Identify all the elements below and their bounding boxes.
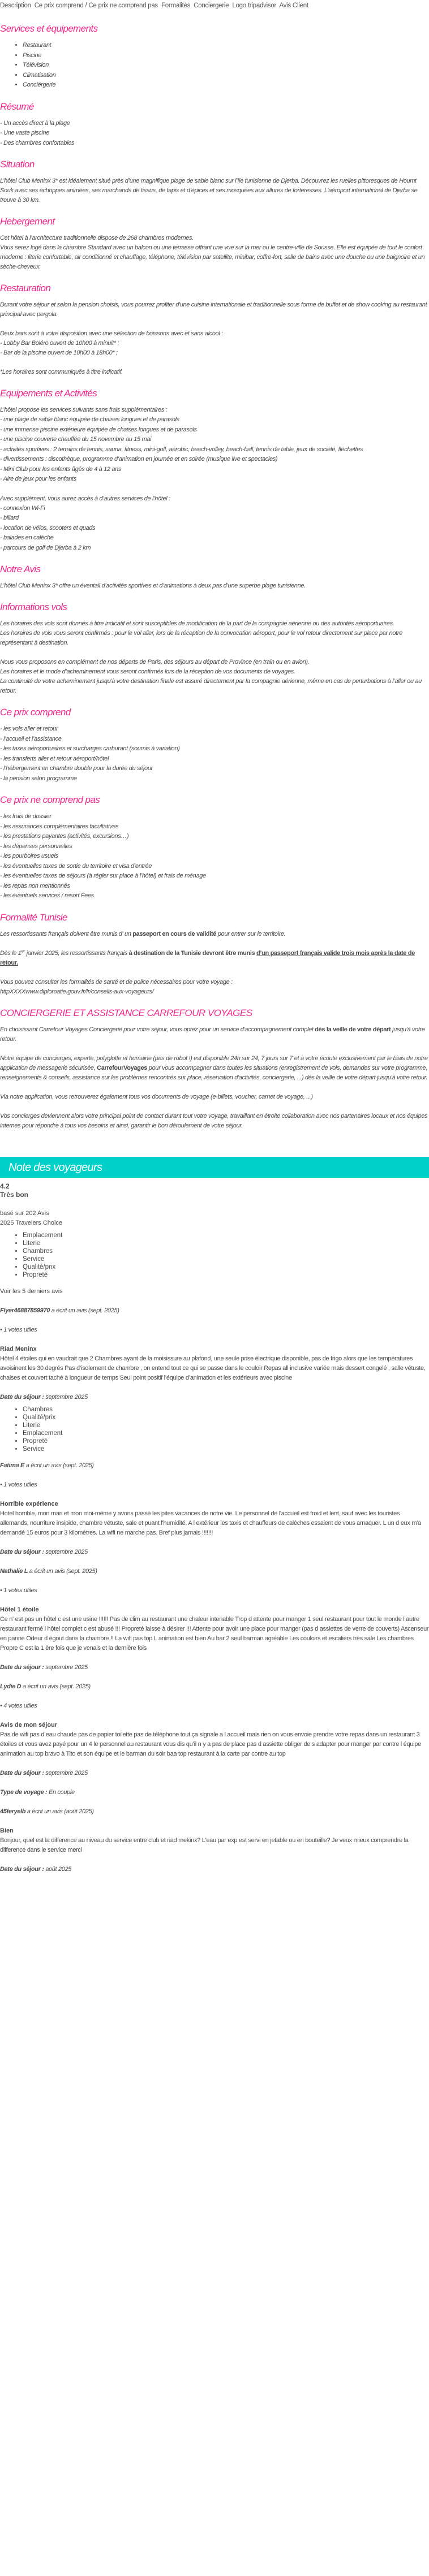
equipements-section <box>0 387 429 553</box>
review <box>0 1567 429 1672</box>
review <box>0 1306 429 1453</box>
formalite-title: Formalité Tunisie <box>0 911 67 923</box>
trip-type-label: Type de voyage : <box>0 1788 48 1796</box>
review <box>0 1807 429 1874</box>
resume-list <box>0 119 429 149</box>
stay-date-value: août 2025 <box>44 1865 72 1873</box>
formalite-section <box>0 911 429 997</box>
list-item: • Propreté <box>23 1437 429 1445</box>
review-author: 45feryelb <box>0 1808 26 1815</box>
nav-link-tripadvisor-logo[interactable]: Logo tripadvisor <box>232 2 277 9</box>
list-item: - Une vaste piscine <box>0 129 49 136</box>
list-item: • Piscine <box>23 51 429 61</box>
stay-date-value: septembre 2025 <box>44 1393 88 1401</box>
nav-link-avis-client[interactable]: Avis Client <box>279 2 308 9</box>
prix-ne-comprend-section <box>0 794 429 901</box>
review-body: Ce n' est pas un hôtel c est une usine !!!!!! Pas de clim au restaurant une chaleur intenable Trop d attente pour manger 1 seul restaurant pour tout le monde l autre restaurant fermé l hôtel complet c est abusé !!! Propreté laisse à désirer !!! Attente pour avoir une place pour manger (pas d assiettes de verre de couverts) Ascenseur en panne Odeur d égout dans la chambre !! La wifi pas top L animation est bien Au bar 2 seul barman agréable Les couloirs et escaliers très sale Les chambres Propre C est la 1 ère fois que je venais et la dernière fois <box>0 1615 429 1652</box>
list-item: - Un accès direct à la plage <box>0 119 70 127</box>
vols-text: La continuité de votre acheminement jusqu'à votre destination finale est assuré directement par la compagnie aérienne, même en cas de perturbations à l’aller ou au retour. <box>0 678 422 694</box>
text: Dès le 1 <box>0 949 22 957</box>
stay-date-value: septembre 2025 <box>44 1548 88 1555</box>
list-item: • Literie <box>23 1421 429 1429</box>
review-body: Hotel horrible, mon mari et mon moi-même y avons passé les pites vacances de notre vie. Le personnel de l'accueil est froid et lent, sauf avec les touristes allemands, nourriture insipide, chambre vétuste, sale et puant l'humidité. A l extérieur les taxis et chauffeurs de calèches essaient de vous arnaquer. L un d eux m'a demandé 15 euros pour 3 kilomètres. La wifi ne marche pas. Bref plus jamais !!!!!!! <box>0 1510 421 1536</box>
list-item: - Aire de jeux pour les enfants <box>0 476 76 482</box>
list-item: - les repas non mentionnés <box>0 882 70 889</box>
conciergerie-p1 <box>0 1025 429 1044</box>
superscript: er <box>21 948 25 953</box>
prix-comprend-list <box>0 724 429 784</box>
list-item: - Des chambres confortables <box>0 139 75 146</box>
free-services-intro: L’hôtel propose les services suivants sans frais supplémentaires : <box>0 407 168 413</box>
text: pour vous accompagner dans toutes les situations (enregistrement de vols, demandes sur votre programme, renseignements & conseils, assistance sur les problèmes rencontrés sur place, réservation d'activités, conciergerie, ...) dès la veille de votre départ jusqu'à votre retour. <box>0 1064 428 1081</box>
list-item: - connexion Wi-Fi <box>0 504 45 512</box>
review-date: a écrit un avis (août 2025) <box>25 1808 94 1815</box>
list-item: - les éventuelles taxes de séjours (à régler sur place à l’hôtel) et frais de ménage <box>0 872 206 879</box>
conciergerie-section <box>0 1007 429 1131</box>
situation-text: L’hôtel Club Meninx 3* est idéalement situé près d’une magnifique plage de sable blanc sur l’île tunisienne de Djerba. Découvrez les ruelles pittoresques de Houmt Souk avec ses échoppes animées, ses marchands de tissus, de tapis et d’épices et ses mosquées aux allures de forteresses. L’aéroport international de Djerba se trouve à 30 km. <box>0 178 418 204</box>
notre-avis-text: L’hôtel Club Meninx 3* offre un éventail d’activités sportives et d’animations à deux pas d’une superbe plage tunisienne. <box>0 582 306 589</box>
restauration-intro: Durant votre séjour et selon la pension choisis, vous pourrez profiter d'une cuisine internationale et traditionnelle sous forme de buffet et de show cooking au restaurant principal avec pergola. <box>0 301 427 318</box>
rating-criteria-list <box>0 1231 429 1279</box>
list-item: • Emplacement <box>23 1231 429 1239</box>
stay-date <box>0 1548 429 1557</box>
section-nav <box>0 0 429 12</box>
situation-section <box>0 158 429 205</box>
text: Notre équipe de concierges, experte, polyglotte et humaine (pas de robot !) est disponible 24h sur 24, 7 jours sur 7 et à votre écoute exclusivement par le biais de notre application de messagerie sécurisée, <box>0 1054 428 1071</box>
list-item: • Télévision <box>23 60 429 71</box>
list-item: • Restaurant <box>23 41 429 51</box>
see-last-reviews-link[interactable]: Voir les 5 derniers avis <box>0 1287 63 1295</box>
list-item: - activités sportives : 2 terrains de tennis, sauna, fitness, mini-golf, aérobic, beach-volley, beach-ball, tennis de table, jeux de société, fléchettes <box>0 446 363 453</box>
diplomatie-link[interactable]: httpXXXXwww.diplomatie.gouv.fr/fr/conseils-aux-voyageurs/ <box>0 988 154 995</box>
review-date: a écrit un avis (sept. 2025) <box>28 1567 97 1575</box>
list-item: • Qualité/prix <box>23 1414 429 1421</box>
list-item: • Qualité/prix <box>23 1263 429 1271</box>
vols-text: Les horaires de vols vous seront confirmés : pour le vol aller, lors de la réception de la convocation aéroport, pour le vol retour directement sur place par notre représentant à destination. <box>0 630 402 646</box>
prix-comprend-section <box>0 706 429 784</box>
list-item: • Climatisation <box>23 71 429 81</box>
list-item: - les transferts aller et retour aéroport/hôtel <box>0 755 109 762</box>
bars-intro: Deux bars sont à votre disposition avec une sélection de boissons avec et sans alcool : <box>0 330 223 337</box>
list-item: - Mini Club pour les enfants âgés de 4 à 12 ans <box>0 465 122 473</box>
review-body: Pas de wifi pas d eau chaude pas de papier toilette pas de téléphone tout ça signale a l accueil mais rien on vous envoie prendre votre repas dans un restaurant 3 étoiles et vous avez payé pour un 4 le personnel au restaurant vous dis qu’il n y a pas de place pas d assiette obliger de s adapter pour manger par contre l équipe animation au top bravo à Tito et son équipe et le barman du soir baa top restaurant à la carte par contre au top <box>0 1731 421 1757</box>
conciergerie-p2 <box>0 1054 429 1083</box>
vols-text: Nous vous proposons en complément de nos départs de Paris, des séjours au départ de Province (en train ou en avion). <box>0 659 310 665</box>
stay-date <box>0 1663 429 1672</box>
paid-services-list <box>0 504 429 554</box>
trip-type <box>0 1788 429 1797</box>
review-author: Nathalie L <box>0 1567 28 1575</box>
rating-label: Très bon <box>0 1190 29 1199</box>
review-author: Flyer46887859970 <box>0 1307 50 1314</box>
stay-date-label: Date du séjour : <box>0 1865 44 1873</box>
text: Les ressortissants français doivent être munis d' un <box>0 930 133 937</box>
review-date: a écrit un avis (sept. 2025) <box>24 1462 94 1469</box>
situation-title: Situation <box>0 159 35 170</box>
travelers-rating-header: Note des voyageurs <box>0 1157 429 1178</box>
text: En choisissant Carrefour Voyages Conciergerie pour votre séjour, vous optez pour un service d'accompagnement complet <box>0 1026 315 1033</box>
nav-link-description[interactable]: Description <box>0 2 31 9</box>
text: janvier 2025, les ressortissants français <box>24 949 129 957</box>
list-item: - les taxes aéroportuaires et surcharges carburant (soumis à variation) <box>0 745 180 752</box>
travelers-choice-award: 2025 Travelers Choice <box>0 1219 63 1226</box>
underlined-emphasis: d’un passeport français valide trois mois après la date de retour. <box>0 949 415 966</box>
bar-item: - Lobby Bar Boléro ouvert de 10h00 à minuit* ; <box>0 340 119 347</box>
restauration-title: Restauration <box>0 283 51 293</box>
list-item: • Service <box>23 1445 429 1453</box>
conciergerie-p3: Via notre application, vous retrouverez également tous vos documents de voyage (e-billets, voucher, carnet de voyage, ...) <box>0 1093 313 1100</box>
list-item: • Chambres <box>23 1406 429 1414</box>
hebergement-title: Hebergement <box>0 216 55 227</box>
vols-section <box>0 601 429 696</box>
emphasis: à destination de la Tunisie devront être munis <box>128 949 257 957</box>
nav-link-prix[interactable]: Ce prix comprend / Ce prix ne comprend pas <box>34 2 158 9</box>
hebergement-line-2: Vous serez logé dans la chambre Standard avec un balcon ou une terrasse offrant une vue sur la mer ou le centre-ville de Sousse. Elle est équipée de tout le confort moderne : literie confortable, air conditionné et chauffage, téléphone, télévision par satellite, minibar, coffre-fort, salle de bains avec une douche ou une baignoire et un sèche-cheveux. <box>0 244 425 270</box>
vols-text: Les horaires et le mode d’acheminement vous seront confirmés lors de la réception de vos documents de voyages. <box>0 668 295 675</box>
nav-link-formalites[interactable]: Formalités <box>161 2 191 9</box>
emphasis: CarrefourVoyages <box>97 1064 148 1071</box>
list-item: • Service <box>23 1255 429 1263</box>
stay-date-label: Date du séjour : <box>0 1393 44 1401</box>
emphasis: dès la veille de votre départ <box>315 1026 391 1033</box>
hebergement-section <box>0 215 429 272</box>
text: jusqu'à votre retour. <box>0 1026 425 1043</box>
review-date: a écrit un avis (sept. 2025) <box>21 1683 91 1690</box>
list-item: - balades en calèche <box>0 534 54 541</box>
text: pour entrer sur le territoire. <box>216 930 286 937</box>
list-item: - une immense piscine extérieure équipée de chaises longues et de parasols <box>0 426 197 433</box>
list-item: • Conciërgerie <box>23 80 429 90</box>
review-author-line <box>0 1567 429 1576</box>
resume-section <box>0 101 429 149</box>
conciergerie-p4: Vos concierges deviennent alors votre principal point de contact durant tout votre voyage, travaillant en étroite collaboration avec nos partenaires locaux et nos équipes internes pour répondre à tous vos besoins et ainsi, garantir le bon déroulement de votre séjour. <box>0 1112 428 1129</box>
passport-2025-rule <box>0 949 429 968</box>
stay-date <box>0 1865 429 1874</box>
list-item: - une plage de sable blanc équipée de chaises longues et de parasols <box>0 416 179 423</box>
vols-title: Informations vols <box>0 602 67 612</box>
review-criteria-list <box>0 1406 429 1453</box>
helpful-votes: • 1 votes utiles <box>0 1587 37 1594</box>
review-title: Avis de mon séjour <box>0 1721 58 1728</box>
list-item: - les prestations payantes (activités, excursions…) <box>0 833 129 840</box>
stay-date-value: septembre 2025 <box>44 1769 88 1777</box>
review-title: Riad Meninx <box>0 1345 37 1352</box>
spacer <box>0 485 429 494</box>
passport-requirement <box>0 930 429 939</box>
helpful-votes: • 4 votes utiles <box>0 1702 37 1709</box>
review-title: Horrible expérience <box>0 1500 58 1507</box>
trip-type-value: En couple <box>47 1788 75 1796</box>
review-author-line <box>0 1807 429 1817</box>
restauration-section <box>0 282 429 377</box>
nav-link-conciergerie[interactable]: Conciergerie <box>194 2 229 9</box>
stay-date-label: Date du séjour : <box>0 1769 44 1777</box>
review-author-line <box>0 1306 429 1316</box>
list-item: • Chambres <box>23 1247 429 1255</box>
list-item: • Emplacement <box>23 1429 429 1437</box>
review-author-line <box>0 1682 429 1692</box>
list-item: - les éventuelles taxes de sortie du territoire et visa d’entrée <box>0 862 152 870</box>
list-item: - les frais de dossier <box>0 813 52 820</box>
services-section <box>0 23 429 90</box>
list-item: - parcours de golf de Djerba à 2 km <box>0 544 91 551</box>
bar-item: - Bar de la piscine ouvert de 10h00 à 18h00* ; <box>0 349 118 356</box>
prix-ne-comprend-title: Ce prix ne comprend pas <box>0 794 100 805</box>
list-item: - les dépenses personnelles <box>0 842 72 850</box>
list-item: - les éventuels services / resort Fees <box>0 892 94 899</box>
review-author: Fatima E <box>0 1462 25 1469</box>
review-author: Lydie D <box>0 1683 22 1690</box>
services-list <box>0 41 429 90</box>
services-title: Services et équipements <box>0 23 98 34</box>
review <box>0 1682 429 1797</box>
list-item: - location de vélos, scooters et quads <box>0 524 96 531</box>
travelers-rating-section <box>0 1182 429 1296</box>
hebergement-line-1: Cet hôtel à l’architecture traditionnelle dispose de 268 chambres modernes. <box>0 235 194 241</box>
list-item: - billard <box>0 515 19 521</box>
list-item: - divertissements : discothèque, programme d’animation en journée et en soirée (musique live et spectacles) <box>0 456 278 463</box>
rating-score: 4.2 <box>0 1182 10 1190</box>
review-date: a écrit un avis (sept. 2025) <box>50 1307 119 1314</box>
list-item: • Literie <box>23 1239 429 1247</box>
formalites-consult: Vous pouvez consulter les formalités de santé et de police nécessaires pour votre voyage : <box>0 978 233 986</box>
stay-date-label: Date du séjour : <box>0 1548 44 1555</box>
review <box>0 1461 429 1557</box>
notre-avis-section <box>0 563 429 591</box>
list-item: - les assurances complémentaires facultatives <box>0 823 119 830</box>
stay-date <box>0 1393 429 1402</box>
list-item: - une piscine couverte chauffée du 15 novembre au 15 mai <box>0 436 152 443</box>
review-body: Hôtel 4 étoiles qui en vaudrait que 2 Chambres ayant de la moisissure au plafond, une seule prise électrique disponible, pas de frigo alors que les températures avoisinent les 30 degrés Pas d’isolement de chambre , on entend tout ce qui se passe dans le couloir Repas all inclusive variée mais dessert congelé , salle vétuste, chaises et couvert taché à longueur de temps Seul point positif l’équipe d’animation et les extérieurs avec piscine <box>0 1355 426 1381</box>
vols-text: Les horaires des vols sont donnés à titre indicatif et sont susceptibles de modification de la part de la compagnie aérienne ou des autorités aéroportuaires. <box>0 620 394 627</box>
list-item: - l’accueil et l’assistance <box>0 735 62 742</box>
helpful-votes: • 1 votes utiles <box>0 1481 37 1488</box>
review-title: Hôtel 1 étoile <box>0 1606 39 1613</box>
notre-avis-title: Notre Avis <box>0 564 41 574</box>
review-body: Bonjour, quel est la difference au niveau du service entre club et riad mekinx? L'eau par exp est servi en jetable ou en bouteille? Je veux mieux comprendre la difference dans le service merci <box>0 1836 409 1853</box>
helpful-votes: • 1 votes utiles <box>0 1326 37 1333</box>
resume-title: Résumé <box>0 101 34 112</box>
free-services-list <box>0 415 429 485</box>
review-title: Bien <box>0 1827 14 1834</box>
stay-date <box>0 1769 429 1778</box>
paid-services-intro: Avec supplément, vous aurez accès à d’autres services de l’hôtel : <box>0 495 170 502</box>
conciergerie-title: CONCIERGERIE ET ASSISTANCE CARREFOUR VOYAGES <box>0 1007 252 1018</box>
rating-count: basé sur 202 Avis <box>0 1209 49 1217</box>
horaires-note: *Les horaires sont communiqués à titre indicatif. <box>0 369 123 375</box>
list-item: - les vols aller et retour <box>0 725 58 732</box>
list-item: - les pourboires usuels <box>0 853 58 859</box>
stay-date-value: septembre 2025 <box>44 1663 88 1671</box>
equipements-title: Equipements et Activités <box>0 388 97 399</box>
stay-date-label: Date du séjour : <box>0 1663 44 1671</box>
prix-ne-comprend-list <box>0 812 429 901</box>
prix-comprend-title: Ce prix comprend <box>0 707 71 718</box>
list-item: - la pension selon programme <box>0 775 77 782</box>
list-item: • Propreté <box>23 1271 429 1279</box>
review-author-line <box>0 1461 429 1471</box>
emphasis: passeport en cours de validité <box>132 930 217 937</box>
list-item: - l’hébergement en chambre double pour la durée du séjour <box>0 765 153 772</box>
